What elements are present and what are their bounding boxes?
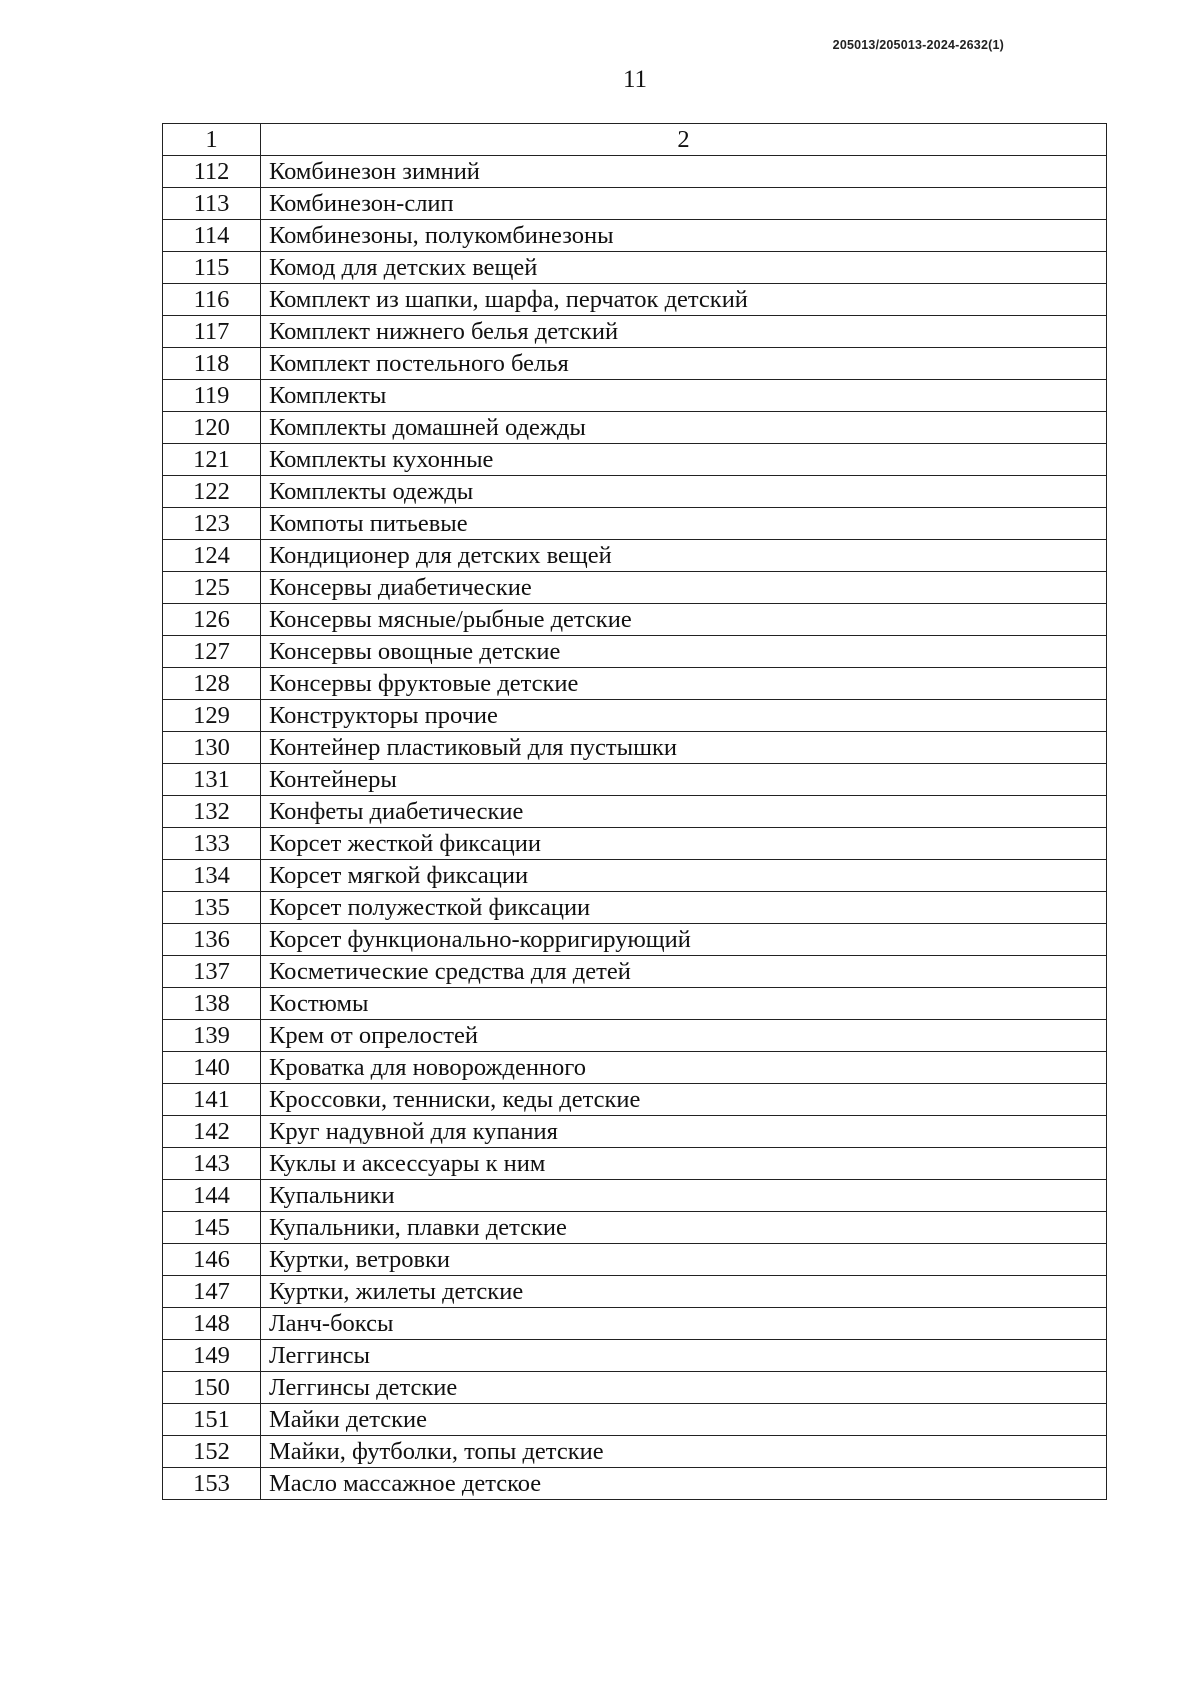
row-number-cell: 127 [163,636,261,668]
row-number-cell: 145 [163,1212,261,1244]
item-name-cell: Комплекты домашней одежды [261,412,1107,444]
row-number-cell: 123 [163,508,261,540]
row-number-cell: 140 [163,1052,261,1084]
item-name-cell: Майки, футболки, топы детские [261,1436,1107,1468]
row-number-cell: 132 [163,796,261,828]
item-name-cell: Конфеты диабетические [261,796,1107,828]
table-row [163,956,1107,988]
table-row [163,252,1107,284]
row-number-cell: 139 [163,1020,261,1052]
table-row [163,924,1107,956]
row-number-cell: 130 [163,732,261,764]
table-body [163,124,1107,1500]
table-row [163,604,1107,636]
table-row [163,1212,1107,1244]
item-name-cell: Круг надувной для купания [261,1116,1107,1148]
table-row [163,988,1107,1020]
row-number-cell: 126 [163,604,261,636]
table-row [163,444,1107,476]
table-row [163,476,1107,508]
item-name-cell: Леггинсы [261,1340,1107,1372]
row-number-cell: 143 [163,1148,261,1180]
item-name-cell: Корсет жесткой фиксации [261,828,1107,860]
item-name-cell: Леггинсы детские [261,1372,1107,1404]
table-row [163,732,1107,764]
item-name-cell: Компоты питьевые [261,508,1107,540]
table-row [163,764,1107,796]
table-row [163,1020,1107,1052]
row-number-cell: 121 [163,444,261,476]
row-number-cell: 147 [163,1276,261,1308]
item-name-cell: Ланч-боксы [261,1308,1107,1340]
table-row [163,1436,1107,1468]
row-number-cell: 138 [163,988,261,1020]
row-number-cell: 119 [163,380,261,412]
table-row [163,316,1107,348]
row-number-cell: 128 [163,668,261,700]
row-number-cell: 141 [163,1084,261,1116]
items-table [162,123,1107,1500]
table-row [163,1340,1107,1372]
item-name-cell: Косметические средства для детей [261,956,1107,988]
table-row [163,412,1107,444]
table-row [163,1116,1107,1148]
item-name-cell: Комплект нижнего белья детский [261,316,1107,348]
item-name-cell: Корсет полужесткой фиксации [261,892,1107,924]
table-row [163,892,1107,924]
table-row [163,540,1107,572]
table-row [163,828,1107,860]
table-row [163,1244,1107,1276]
table-row [163,796,1107,828]
table-row [163,220,1107,252]
row-number-cell: 113 [163,188,261,220]
table-row [163,1468,1107,1500]
item-name-cell: Кроссовки, тенниски, кеды детские [261,1084,1107,1116]
item-name-cell: Куртки, ветровки [261,1244,1107,1276]
row-number-cell: 124 [163,540,261,572]
row-number-cell: 131 [163,764,261,796]
item-name-cell: Консервы фруктовые детские [261,668,1107,700]
item-name-cell: Комплекты кухонные [261,444,1107,476]
item-name-cell: Контейнеры [261,764,1107,796]
table-header-row [163,124,1107,156]
table-row [163,1052,1107,1084]
row-number-cell: 117 [163,316,261,348]
row-number-cell: 115 [163,252,261,284]
item-name-cell: Купальники [261,1180,1107,1212]
table-row [163,1180,1107,1212]
page-number: 11 [622,66,648,93]
item-name-cell: Куртки, жилеты детские [261,1276,1107,1308]
item-name-cell: Консервы мясные/рыбные детские [261,604,1107,636]
table-row [163,188,1107,220]
item-name-cell: Кондиционер для детских вещей [261,540,1107,572]
item-name-cell: Комбинезон зимний [261,156,1107,188]
row-number-cell: 125 [163,572,261,604]
row-number-cell: 122 [163,476,261,508]
row-number-cell: 148 [163,1308,261,1340]
item-name-cell: Комбинезон-слип [261,188,1107,220]
table-row [163,1372,1107,1404]
item-name-cell: Комод для детских вещей [261,252,1107,284]
row-number-cell: 146 [163,1244,261,1276]
row-number-cell: 151 [163,1404,261,1436]
row-number-cell: 114 [163,220,261,252]
item-name-cell: Комплекты [261,380,1107,412]
item-name-cell: Кроватка для новорожденного [261,1052,1107,1084]
item-name-cell: Консервы овощные детские [261,636,1107,668]
item-name-cell: Корсет функционально-корригирующий [261,924,1107,956]
table-row [163,860,1107,892]
item-name-cell: Комбинезоны, полукомбинезоны [261,220,1107,252]
document-id: 205013/205013-2024-2632(1) [832,38,1004,52]
table-row [163,700,1107,732]
item-name-cell: Купальники, плавки детские [261,1212,1107,1244]
row-number-cell: 135 [163,892,261,924]
table-row [163,668,1107,700]
row-number-cell: 144 [163,1180,261,1212]
table-row [163,1276,1107,1308]
row-number-cell: 118 [163,348,261,380]
table-row [163,156,1107,188]
item-name-cell: Комплекты одежды [261,476,1107,508]
row-number-cell: 150 [163,1372,261,1404]
row-number-cell: 153 [163,1468,261,1500]
row-number-cell: 136 [163,924,261,956]
header-cell-number: 1 [163,124,261,156]
table-row [163,636,1107,668]
item-name-cell: Майки детские [261,1404,1107,1436]
row-number-cell: 120 [163,412,261,444]
row-number-cell: 133 [163,828,261,860]
table-row [163,1084,1107,1116]
row-number-cell: 149 [163,1340,261,1372]
row-number-cell: 129 [163,700,261,732]
item-name-cell: Комплект постельного белья [261,348,1107,380]
table-row [163,348,1107,380]
item-name-cell: Корсет мягкой фиксации [261,860,1107,892]
table-row [163,1308,1107,1340]
row-number-cell: 134 [163,860,261,892]
item-name-cell: Куклы и аксессуары к ним [261,1148,1107,1180]
item-name-cell: Крем от опрелостей [261,1020,1107,1052]
table-row [163,284,1107,316]
item-name-cell: Масло массажное детское [261,1468,1107,1500]
row-number-cell: 142 [163,1116,261,1148]
row-number-cell: 152 [163,1436,261,1468]
row-number-cell: 137 [163,956,261,988]
header-cell-name: 2 [261,124,1107,156]
table-row [163,1148,1107,1180]
item-name-cell: Консервы диабетические [261,572,1107,604]
item-name-cell: Комплект из шапки, шарфа, перчаток детский [261,284,1107,316]
row-number-cell: 116 [163,284,261,316]
item-name-cell: Костюмы [261,988,1107,1020]
table-row [163,508,1107,540]
table-row [163,380,1107,412]
item-name-cell: Конструкторы прочие [261,700,1107,732]
table-row [163,572,1107,604]
table-row [163,1404,1107,1436]
item-name-cell: Контейнер пластиковый для пустышки [261,732,1107,764]
row-number-cell: 112 [163,156,261,188]
